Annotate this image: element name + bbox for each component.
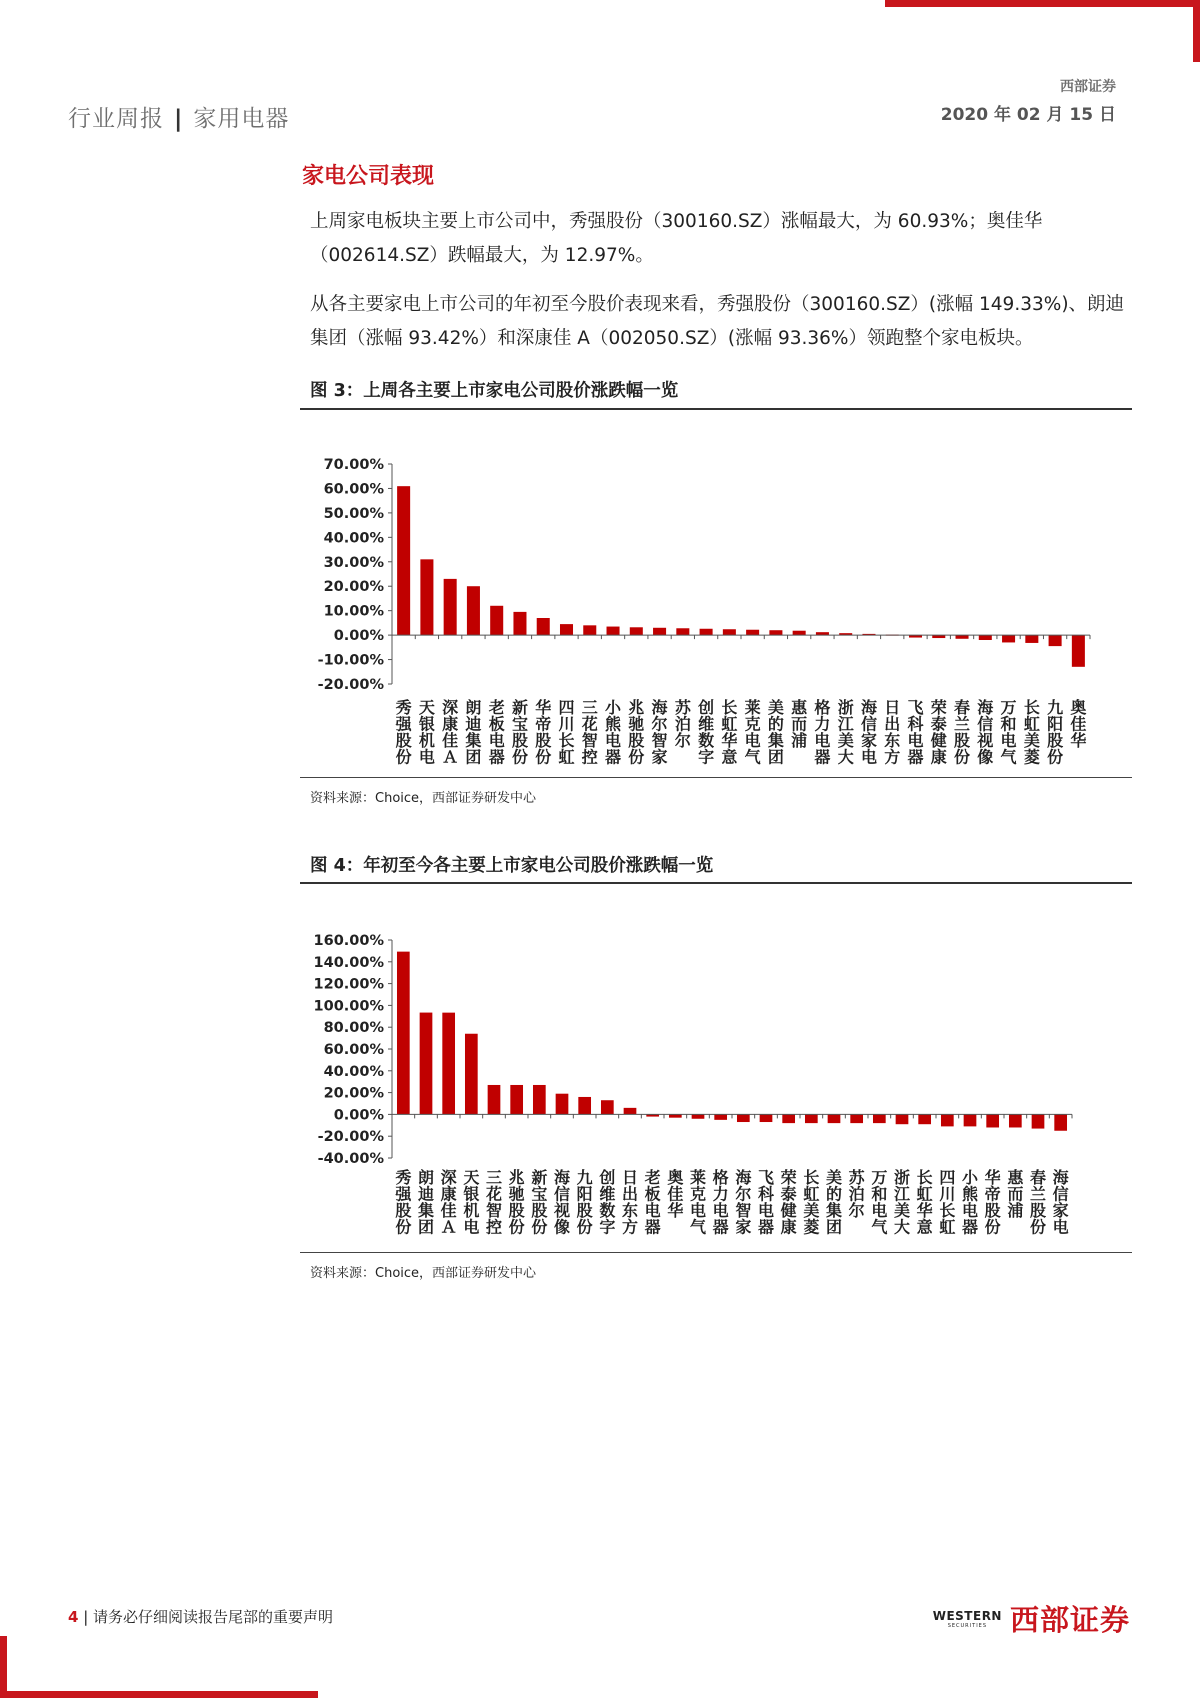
decorative-corner-bar xyxy=(885,0,1200,7)
bar xyxy=(607,627,620,636)
bar xyxy=(979,635,992,640)
x-category-label: 长虹美菱 xyxy=(1023,698,1040,767)
x-category-label: 四川长虹 xyxy=(558,698,575,767)
bar xyxy=(746,630,759,635)
bar xyxy=(769,630,782,635)
x-category-label: 四川长虹 xyxy=(939,1168,956,1237)
x-category-label: 荣泰健康 xyxy=(930,698,947,767)
bar xyxy=(1054,1114,1067,1130)
logo-english-name: WESTERN xyxy=(932,1608,1002,1623)
x-category-label: 九阳股份 xyxy=(576,1168,593,1237)
report-date: 2020 年 02 月 15 日 xyxy=(940,105,1116,125)
bar xyxy=(1025,635,1038,643)
x-category-label: 苏泊尔 xyxy=(674,698,691,750)
bar xyxy=(556,1094,569,1115)
figure-divider xyxy=(300,408,1132,410)
bar xyxy=(533,1085,546,1114)
x-category-label: 飞科电器 xyxy=(757,1168,775,1237)
bar xyxy=(723,629,736,635)
figure-3-source: 资料来源：Choice，西部证券研发中心 xyxy=(310,791,537,806)
figure-divider xyxy=(300,777,1132,778)
logo-english-sub: SECURITIES xyxy=(947,1622,987,1629)
x-category-label: 小熊电器 xyxy=(605,698,622,767)
y-tick-label: 40.00% xyxy=(323,1063,384,1080)
disclaimer-text: 请务必仔细阅读报告尾部的重要声明 xyxy=(93,1608,334,1626)
x-category-label: 秀强股份 xyxy=(395,1168,412,1237)
x-category-label: 万和电气 xyxy=(871,1168,888,1237)
x-category-label: 奥佳华 xyxy=(667,1168,684,1220)
x-category-label: 格力电器 xyxy=(712,1168,729,1237)
chart-weekly-change xyxy=(300,440,1132,775)
bar xyxy=(630,627,643,635)
y-tick-label: 60.00% xyxy=(323,481,384,498)
y-tick-label: 70.00% xyxy=(323,457,384,473)
y-tick-label: 100.00% xyxy=(313,998,384,1015)
company-logo xyxy=(933,1598,1130,1638)
y-tick-label: 40.00% xyxy=(323,530,384,547)
x-category-label: 创维数字 xyxy=(599,1168,616,1237)
x-category-label: 创维数字 xyxy=(698,698,715,767)
x-category-label: 老板电器 xyxy=(488,698,505,767)
bar xyxy=(420,1013,433,1115)
x-category-label: 新宝股份 xyxy=(531,1168,548,1237)
bar xyxy=(578,1097,591,1114)
bar xyxy=(676,628,689,635)
figure-divider xyxy=(300,1252,1132,1253)
bar xyxy=(805,1114,818,1123)
figure-4-source: 资料来源：Choice，西部证券研发中心 xyxy=(310,1266,537,1281)
y-tick-label: 160.00% xyxy=(313,933,384,949)
y-tick-label: 30.00% xyxy=(323,554,384,571)
x-category-label: 荣泰健康 xyxy=(780,1168,797,1237)
section-title: 家电公司表现 xyxy=(302,164,435,189)
bar xyxy=(537,618,550,635)
bar xyxy=(397,486,410,635)
x-category-label: 三花智控 xyxy=(485,1168,503,1237)
bar xyxy=(700,629,713,635)
y-tick-label: -40.00% xyxy=(317,1151,384,1167)
chart-ytd-change xyxy=(300,918,1132,1248)
x-category-label: 海信家电 xyxy=(860,698,877,767)
logo-english xyxy=(933,1609,1002,1629)
y-tick-label: 0.00% xyxy=(333,1107,384,1124)
x-category-label: 朗迪集团 xyxy=(465,698,482,767)
x-category-label: 海信视像 xyxy=(553,1168,571,1237)
bar xyxy=(692,1114,705,1118)
bar xyxy=(850,1114,863,1123)
y-tick-label: 140.00% xyxy=(313,954,384,971)
footer-notice: 4 | 请务必仔细阅读报告尾部的重要声明 xyxy=(68,1608,334,1626)
bar xyxy=(941,1114,954,1126)
report-category xyxy=(68,100,289,133)
y-tick-label: -10.00% xyxy=(317,652,384,669)
page-number: 4 xyxy=(68,1608,79,1626)
bar xyxy=(760,1114,773,1122)
bar xyxy=(465,1034,478,1115)
y-tick-label: 0.00% xyxy=(333,628,384,645)
x-category-label: 天银机电 xyxy=(418,698,435,767)
y-tick-label: 80.00% xyxy=(323,1020,384,1037)
bar xyxy=(1002,635,1015,642)
bar xyxy=(560,624,573,635)
x-category-label: 飞科电器 xyxy=(907,698,924,767)
bar xyxy=(583,625,596,635)
x-category-label: 深康佳Ａ xyxy=(440,1168,457,1237)
x-category-label: 秀强股份 xyxy=(395,698,412,767)
bar xyxy=(1009,1114,1022,1127)
bar xyxy=(624,1108,637,1115)
bar xyxy=(397,952,410,1115)
bar xyxy=(420,559,433,635)
x-category-label: 浙江美大 xyxy=(893,1168,911,1237)
x-category-label: 长虹美菱 xyxy=(803,1168,820,1237)
x-category-label: 美的集团 xyxy=(767,698,784,767)
report-industry: 家用电器 xyxy=(193,106,290,132)
x-category-label: 天银机电 xyxy=(463,1168,480,1237)
bar xyxy=(601,1100,614,1114)
x-category-label: 海信家电 xyxy=(1052,1168,1069,1237)
y-tick-label: 20.00% xyxy=(323,1085,384,1102)
header-brand: 西部证券 xyxy=(1060,79,1116,95)
x-category-label: 万和电气 xyxy=(1000,698,1017,767)
bar xyxy=(444,579,457,635)
x-category-label: 三花智控 xyxy=(581,698,598,767)
bar xyxy=(896,1114,909,1124)
paragraph-ytd: 从各主要家电上市公司的年初至今股价表现来看，秀强股份（300160.SZ）(涨幅 149.33%)、朗迪集团（涨幅 93.42%）和深康佳 A（002050.SZ）(涨幅 93.36%）领跑整个家电板块。 xyxy=(310,294,1125,349)
y-tick-label: -20.00% xyxy=(317,677,384,693)
x-category-label: 兆驰股份 xyxy=(628,698,645,767)
x-category-label: 春兰股份 xyxy=(954,698,971,767)
x-category-label: 浙江美大 xyxy=(837,698,854,767)
header-separator: | xyxy=(174,106,184,132)
decorative-corner-bar xyxy=(1193,0,1200,62)
x-category-label: 格力电器 xyxy=(814,698,831,767)
x-category-label: 华帝股份 xyxy=(984,1168,1001,1237)
x-category-label: 小熊电器 xyxy=(961,1168,979,1237)
y-tick-label: 60.00% xyxy=(323,1042,384,1058)
x-category-label: 日出东方 xyxy=(884,698,901,767)
bar xyxy=(1072,635,1085,667)
bar xyxy=(956,635,969,639)
x-category-label: 春兰股份 xyxy=(1029,1168,1047,1237)
x-category-label: 惠而浦 xyxy=(1007,1168,1024,1220)
x-category-label: 兆驰股份 xyxy=(508,1168,525,1237)
x-category-label: 长虹华意 xyxy=(721,698,738,767)
bar xyxy=(1049,635,1062,646)
x-category-label: 莱克电气 xyxy=(744,698,761,767)
logo-chinese: 西部证券 xyxy=(1009,1603,1130,1637)
report-type: 行业周报 xyxy=(68,106,164,132)
bar xyxy=(828,1114,841,1123)
x-category-label: 长虹华意 xyxy=(916,1168,933,1237)
bar xyxy=(1032,1114,1045,1128)
y-tick-label: 20.00% xyxy=(323,579,384,596)
x-category-label: 华帝股份 xyxy=(535,698,552,767)
figure-divider xyxy=(300,882,1132,884)
bar xyxy=(793,631,806,635)
bar xyxy=(653,628,666,635)
bar xyxy=(488,1085,501,1114)
x-category-label: 新宝股份 xyxy=(511,698,528,767)
x-category-label: 老板电器 xyxy=(644,1168,661,1237)
x-category-label: 九阳股份 xyxy=(1047,698,1064,767)
bar xyxy=(442,1013,455,1115)
x-category-label: 美的集团 xyxy=(825,1168,843,1237)
x-category-label: 日出东方 xyxy=(621,1168,639,1237)
bar xyxy=(918,1114,931,1124)
y-tick-label: -20.00% xyxy=(317,1129,384,1146)
bar xyxy=(714,1114,727,1119)
x-category-label: 苏泊尔 xyxy=(848,1168,865,1220)
y-tick-label: 50.00% xyxy=(323,505,384,522)
bar xyxy=(737,1114,750,1122)
x-category-label: 奥佳华 xyxy=(1070,698,1087,750)
bar xyxy=(467,586,480,635)
x-category-label: 海信视像 xyxy=(977,698,994,767)
figure-3-title: 图 3：上周各主要上市家电公司股价涨跌幅一览 xyxy=(310,381,679,401)
bar xyxy=(986,1114,999,1127)
bar xyxy=(513,612,526,635)
figure-4-title: 图 4：年初至今各主要上市家电公司股价涨跌幅一览 xyxy=(310,856,714,876)
y-tick-label: 120.00% xyxy=(313,976,384,993)
paragraph-weekly: 上周家电板块主要上市公司中，秀强股份（300160.SZ）涨幅最大，为 60.93%；奥佳华（002614.SZ）跌幅最大，为 12.97%。 xyxy=(310,211,1043,266)
x-category-label: 海尔智家 xyxy=(735,1168,752,1237)
x-category-label: 惠而浦 xyxy=(791,698,808,750)
bar xyxy=(964,1114,977,1126)
bar xyxy=(782,1114,795,1123)
bar xyxy=(873,1114,886,1123)
decorative-corner-bar xyxy=(0,1636,7,1698)
bar xyxy=(490,606,503,635)
x-category-label: 海尔智家 xyxy=(651,698,668,767)
x-category-label: 莱克电气 xyxy=(689,1168,707,1237)
y-tick-label: 10.00% xyxy=(323,603,384,620)
x-category-label: 朗迪集团 xyxy=(417,1168,435,1237)
x-category-label: 深康佳Ａ xyxy=(442,698,459,767)
decorative-corner-bar xyxy=(0,1691,318,1698)
bar xyxy=(510,1085,523,1114)
